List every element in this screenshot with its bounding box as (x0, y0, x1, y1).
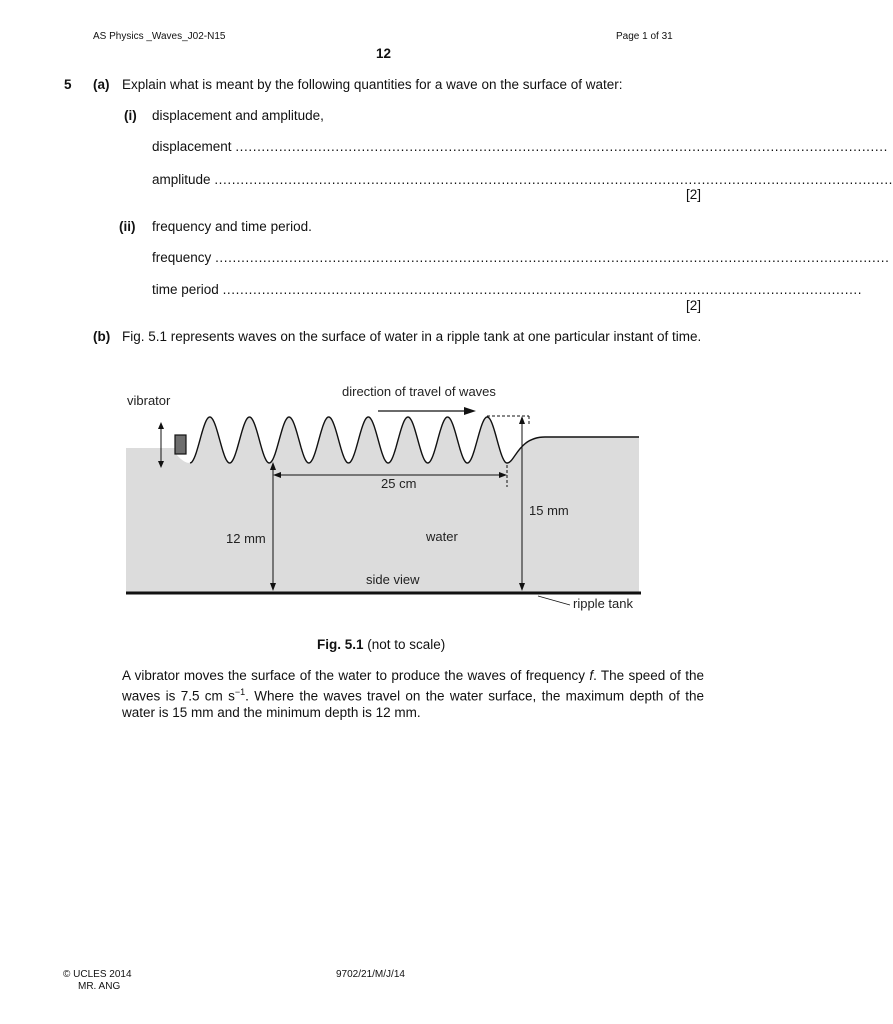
header-title: AS Physics _Waves_J02-N15 (93, 31, 226, 42)
label-max-depth: 15 mm (529, 503, 569, 518)
label-min-depth: 12 mm (226, 531, 266, 546)
question-number: 5 (64, 77, 72, 92)
answer-line-frequency (152, 250, 890, 265)
header-page-count: Page 1 of 31 (616, 31, 673, 42)
tank-leader (538, 596, 570, 605)
direction-arrowhead (464, 407, 476, 415)
label-vibrator: vibrator (127, 393, 171, 408)
label-ripple-tank: ripple tank (573, 596, 633, 611)
para-part-3: . Where the waves travel on the water surface, the maximum depth of the water is 15 mm and the minimum depth is 12 mm. (122, 688, 705, 720)
answer-label-time-period: time period (152, 282, 219, 297)
label-water: water (426, 529, 458, 544)
footer-author: MR. ANG (78, 981, 121, 992)
para-f: f (589, 668, 594, 683)
para-part-2: . The speed of the waves is 7.5 cm s (122, 668, 704, 704)
figure-caption (317, 637, 445, 652)
part-b-paragraph (122, 668, 704, 721)
sub-i-label: (i) (124, 108, 137, 123)
para-part-1: A vibrator moves the surface of the water to produce the waves of frequency (122, 668, 590, 683)
para-sup: −1 (234, 687, 246, 697)
caption-rest: (not to scale) (363, 637, 446, 652)
vibrator-block (175, 435, 186, 454)
label-direction: direction of travel of waves (342, 384, 496, 399)
answer-line-time-period (152, 282, 863, 297)
marks-i: [2] (686, 187, 702, 202)
part-a-label: (a) (93, 77, 110, 92)
dot-leader: ........................................................................................................................................................... (215, 250, 890, 265)
label-span: 25 cm (381, 476, 417, 491)
answer-line-amplitude (152, 172, 893, 187)
dot-leader: ...................................................................................................................................................... (235, 139, 888, 154)
sub-ii-text: frequency and time period. (152, 219, 312, 234)
page-number: 12 (376, 46, 392, 61)
part-b-label: (b) (93, 329, 111, 344)
part-a-text: Explain what is meant by the following quantities for a wave on the surface of water: (122, 77, 623, 92)
sub-i-text: displacement and amplitude, (152, 108, 324, 123)
dot-leader: ............................................................................................................................................................ (214, 172, 893, 187)
part-b-text: Fig. 5.1 represents waves on the surface of water in a ripple tank at one particular instant of time. (122, 329, 702, 344)
footer-code: 9702/21/M/J/14 (336, 969, 405, 980)
answer-line-displacement (152, 139, 888, 154)
answer-label-frequency: frequency (152, 250, 212, 265)
label-side-view: side view (366, 572, 420, 587)
answer-label-displacement: displacement (152, 139, 232, 154)
answer-label-amplitude: amplitude (152, 172, 211, 187)
footer-copyright: © UCLES 2014 (63, 969, 132, 980)
vibrator-arrow-up (158, 422, 164, 429)
sub-ii-label: (ii) (119, 219, 136, 234)
max-depth-arrowhead-top (519, 416, 525, 424)
caption-bold: Fig. 5.1 (317, 637, 364, 652)
dot-leader: ................................................................................................................................................... (222, 282, 863, 297)
figure-5-1 (0, 375, 768, 635)
marks-ii: [2] (686, 298, 702, 313)
